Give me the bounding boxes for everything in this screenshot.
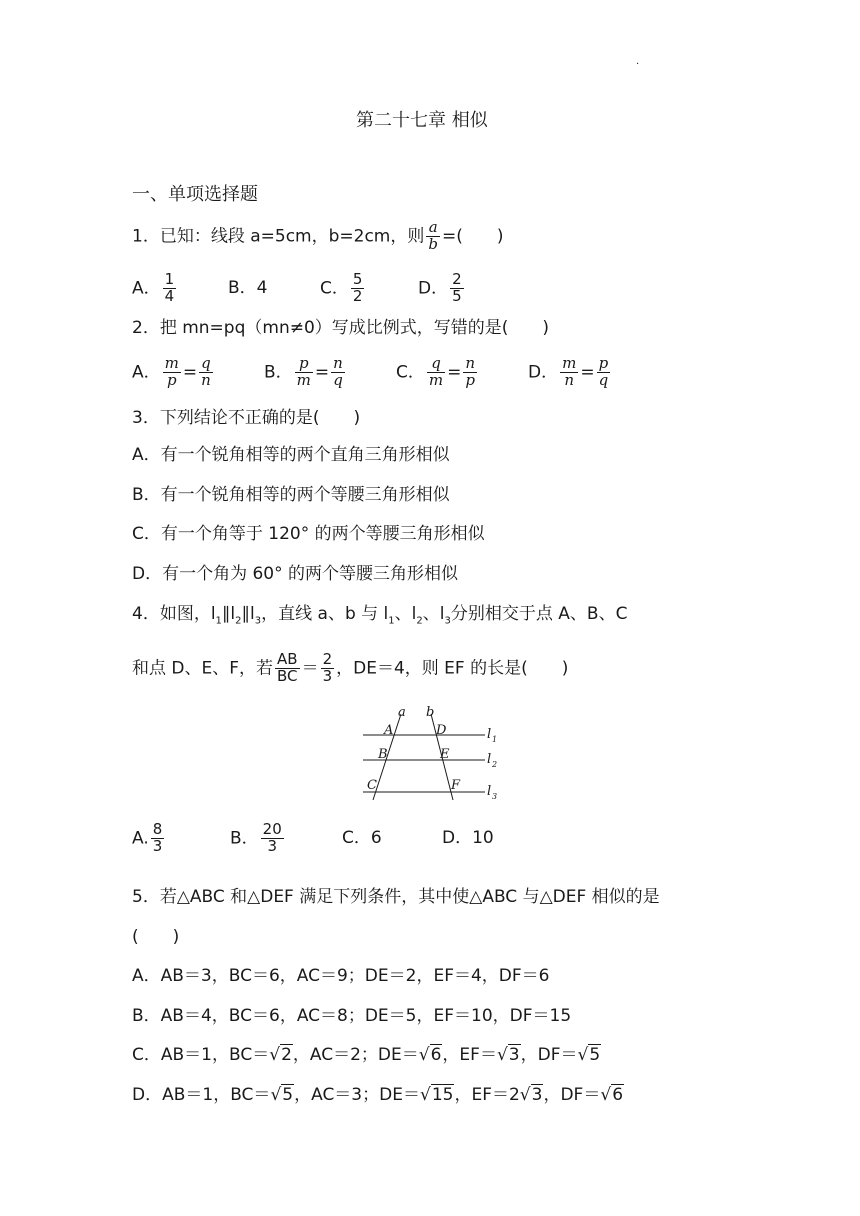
q5-option-a: A．AB＝3，BC＝6，AC＝9；DE＝2，EF＝4，DF＝6 [132,966,550,986]
q4-parallel-lines-figure [355,700,505,804]
corner-mark: . [636,56,640,67]
q3-option-c: C．有一个角等于 120° 的两个等腰三角形相似 [132,524,485,544]
q4-option-b: B． $\frac{20}{3}$ [230,820,282,855]
q4-option-d: D．10 [442,828,494,849]
fig-label-b: b [426,705,435,720]
question-3: 3．下列结论不正确的是( ) [132,408,361,428]
q1-fraction: $\frac{a}{b}$ [428,218,438,253]
q1-option-d: D． $\frac{2}{5}$ [418,270,462,305]
q4-option-a: A. $\frac{8}{3}$ [132,820,163,855]
q5-option-d: D．AB＝1，BC＝√5，AC＝3；DE＝√15，EF＝2√3，DF＝√6 [132,1085,624,1105]
section-heading: 一、单项选择题 [132,184,258,205]
fig-label-D: D [436,723,447,738]
fig-label-C: C [367,778,377,793]
question-5: 5．若△ABC 和△DEF 满足下列条件，其中使△ABC 与△DEF 相似的是 [132,887,660,907]
fig-label-l1: l [487,727,492,742]
q3-option-d: D．有一个角为 60° 的两个等腰三角形相似 [132,564,459,584]
fig-label-l3-sub: 3 [492,792,498,801]
q3-option-a: A．有一个锐角相等的两个直角三角形相似 [132,445,450,465]
page-title: 第二十七章 相似 [356,110,488,131]
question-5-bracket: ( ) [132,927,180,947]
q2-option-a: A． $\frac{m}{p}$ = $\frac{q}{n}$ [132,354,211,389]
fig-label-l2: l [487,752,492,767]
fig-label-l2-sub: 2 [492,760,498,769]
fig-label-a: a [398,705,406,720]
question-2: 2．把 mn=pq（mn≠0）写成比例式，写错的是( ) [132,318,550,338]
q2-option-d: D． $\frac{m}{n}$ = $\frac{p}{q}$ [528,354,609,389]
q5-option-c: C．AB＝1，BC＝√2，AC＝2；DE＝√6，EF＝√3，DF＝√5 [132,1045,601,1065]
fig-label-l3: l [487,784,492,799]
fig-label-E: E [440,747,450,762]
q1-options [132,272,466,305]
q1-option-c: C． $\frac{5}{2}$ [320,270,363,305]
q1-option-a: A． $\frac{1}{4}$ [132,270,175,305]
q2-options [132,356,612,389]
fig-label-l1-sub: 1 [492,735,498,744]
q4-option-c: C．6 [342,828,382,849]
q1-tail: =( ) [441,226,504,247]
q1-stem: 1．已知：线段 a=5cm，b=2cm，则 [132,226,425,247]
q1-option-b: B．4 [228,278,268,299]
fig-label-A: A [384,723,394,738]
q2-option-b: B． $\frac{p}{m}$ = $\frac{n}{q}$ [264,354,343,389]
fig-label-F: F [451,778,461,793]
question-1 [132,220,504,253]
q4-line-2: 和点 D、E、F，若 $\frac{AB}{BC}$ ＝ $\frac{2}{3}$ ，DE＝4，则 EF 的长是( ) [132,650,569,685]
q3-option-b: B．有一个锐角相等的两个等腰三角形相似 [132,485,450,505]
q4-value-fraction: $\frac{2}{3}$ [322,650,333,685]
q5-option-b: B．AB＝4，BC＝6，AC＝8；DE＝5，EF＝10，DF＝15 [132,1006,572,1026]
question-4: 4．如图，$l_1\parallel l_2\parallel l_3$，直线 a、b 与 $l_1$、$l_2$、$l_3$分别相交于点 A、B、C [132,604,628,627]
fig-label-B: B [378,747,388,762]
q2-option-c: C． $\frac{q}{m}$ = $\frac{n}{p}$ [396,354,476,389]
q4-ratio-fraction: $\frac{AB}{BC}$ [277,650,298,685]
q4-options [132,822,494,855]
